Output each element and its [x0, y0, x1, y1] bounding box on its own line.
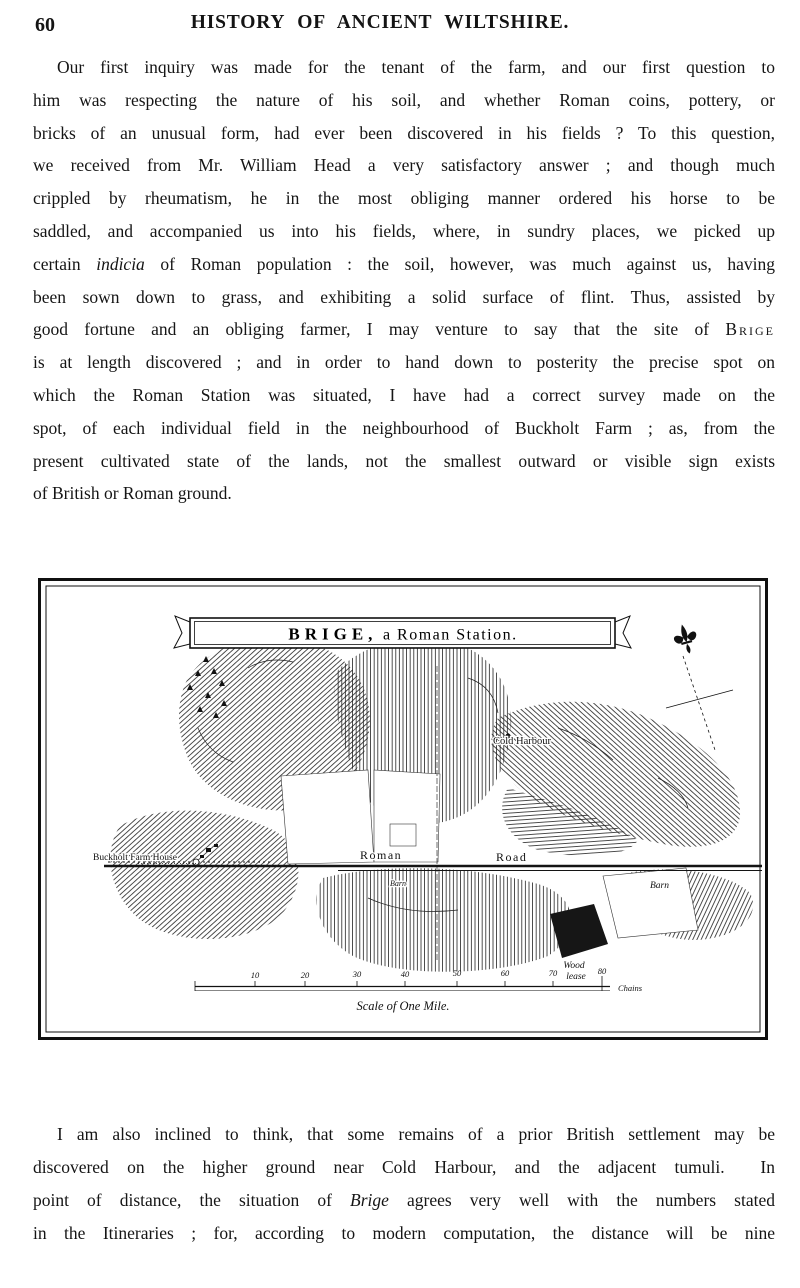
text-line: present cultivated state of the lands, not the smallest outward or visible sign exists: [33, 450, 775, 471]
scale-unit: Chains: [617, 983, 643, 993]
map-label-road: Road: [496, 850, 528, 864]
page-header: [0, 12, 800, 40]
text-line: in the Itineraries ; for, according to modern computation, the distance will be nine: [33, 1223, 775, 1243]
text-line: is at length discovered ; and in order to hand down to posterity the precise spot on: [33, 352, 775, 373]
text-line: spot, of each individual field in the neighbourhood of Buckholt Farm ; as, from the: [33, 417, 775, 438]
scale-tick: 20: [300, 970, 310, 980]
map-label-cold-harbour: Cold Harbour: [493, 736, 552, 747]
scale-tick: 40: [400, 969, 410, 979]
text-line: which the Roman Station was situated, I have had a correct survey made on the: [33, 384, 775, 405]
text-line: good fortune and an obliging farmer, I may venture to say that the site of Brige: [33, 319, 775, 340]
scale-tick: 60: [500, 968, 510, 978]
map-title: BRIGE, a Roman Station.: [288, 624, 518, 644]
page-number: 60: [35, 14, 55, 36]
map-label-barn: Barn: [650, 881, 669, 891]
map-label-wood-lease-1: Wood: [563, 961, 585, 971]
scale-tick: 80: [597, 966, 607, 976]
text-line: of British or Roman ground.: [33, 483, 232, 504]
map-label-barn-small: Barn: [390, 879, 406, 888]
scale-tick: 70: [548, 968, 558, 978]
text-line: bricks of an unusual form, had ever been discovered in his fields ? To this question,: [33, 122, 775, 143]
text-line: been sown down to grass, and exhibiting a solid surface of flint. Thus, assisted by: [33, 286, 775, 307]
scale-tick: 50: [452, 968, 462, 978]
text-line: Our first inquiry was made for the tenant of the farm, and our first question to: [57, 57, 775, 77]
paragraph-2: [33, 1118, 775, 1250]
text-line: saddled, and accompanied us into his fields, where, in sundry places, we picked up: [33, 220, 775, 241]
map-figure: [38, 578, 768, 1040]
scale-tick: 10: [250, 970, 260, 980]
map-label-roman: Roman: [360, 848, 403, 862]
paragraph-1: [33, 51, 775, 510]
map-label-wood-lease-2: lease: [566, 972, 586, 982]
text-line: crippled by rheumatism, he in the most obliging manner ordered his horse to be: [33, 188, 775, 209]
scale-tick: 30: [352, 969, 362, 979]
map-label-buckholt-farm: Buckholt Farm House: [93, 853, 177, 863]
text-line: I am also inclined to think, that some remains of a prior British settlement may be: [57, 1124, 775, 1144]
text-line: certain indicia of Roman population : the soil, however, was much against us, having: [33, 253, 775, 274]
text-line: point of distance, the situation of Brige agrees very well with the numbers stated: [33, 1190, 775, 1210]
scale-caption: Scale of One Mile.: [356, 999, 450, 1013]
text-line: him was respecting the nature of his soil, and whether Roman coins, pottery, or: [33, 89, 775, 110]
map-title-banner: [174, 616, 631, 648]
text-line: we received from Mr. William Head a very satisfactory answer ; and though much: [33, 155, 775, 176]
map-engraving: [38, 578, 768, 1040]
running-title: HISTORY OF ANCIENT WILTSHIRE.: [190, 12, 570, 33]
text-line: discovered on the higher ground near Cold Harbour, and the adjacent tumuli. In: [33, 1157, 775, 1177]
